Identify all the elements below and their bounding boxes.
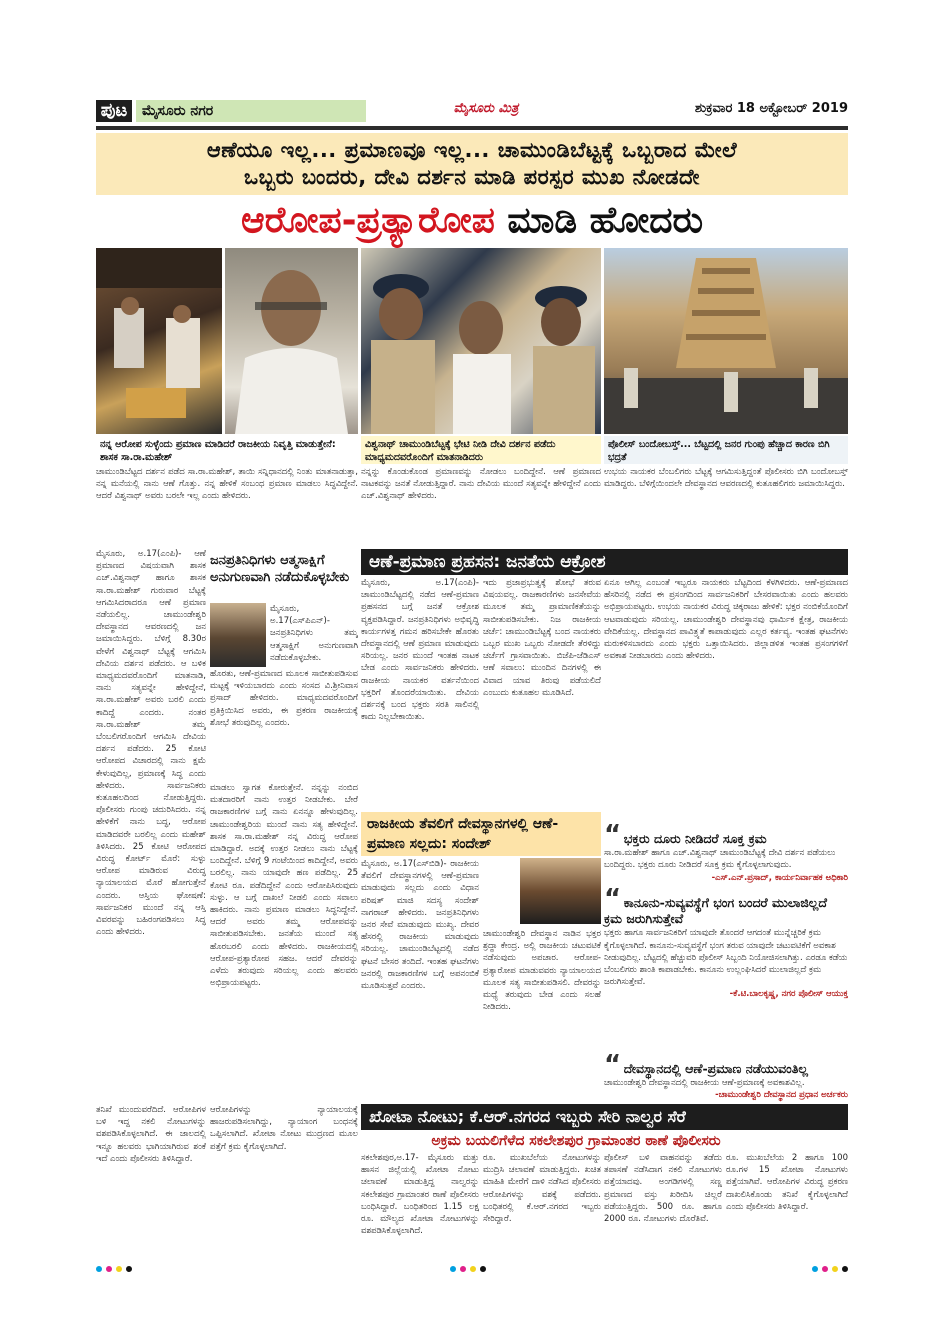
quote-text: ಚಾಮುಂಡೇಶ್ವರಿ ದೇವಸ್ಥಾನದಲ್ಲಿ ರಾಜಕೀಯ ಆಣೆ-ಪ್ರಮಾಣಕ್ಕೆ ಅವಕಾಶವಿಲ್ಲ.: [604, 1078, 805, 1089]
photo-temple-gopura: [604, 248, 848, 434]
mp-portrait: [210, 603, 266, 667]
column-8: ಆರೋಪಿಗಳನ್ನು ನ್ಯಾಯಾಲಯಕ್ಕೆ ಹಾಜರುಪಡಿಸಲಾಗಿದ್ದು, ನ್ಯಾಯಾಂಗ ಬಂಧನಕ್ಕೆ ಒಪ್ಪಿಸಲಾಗಿದೆ. ಖೋಟಾ ನೋಟು ಮುದ್ರಣದ ಮೂಲ ಪತ್ತೆಗೆ ಕ್ರಮ ಕೈಗೊಳ್ಳಲಾಗಿದೆ.: [210, 1105, 358, 1152]
photo-temple-entrance: [96, 248, 222, 434]
registration-dot: [832, 1266, 838, 1272]
photo-politician-portrait: [225, 248, 358, 434]
bottom-column-1: ಸಕಲೇಶಪುರ,ಅ.17- ಮೈಸೂರು ಮತ್ತು ಹಾಸನ ಜಿಲ್ಲೆಯಲ್ಲಿ ಖೋಟಾ ನೋಟು ಚಲಾವಣೆ ಮಾಡುತ್ತಿದ್ದ ನಾಲ್ವರನ್ನು ಸಕಲೇಶಪುರ ಗ್ರಾಮಾಂತರ ಠಾಣೆ ಪೊಲೀಸರು ಬಂಧಿಸಿದ್ದಾರೆ. ಬಂಧಿತರಿಂದ 1.15 ಲಕ್ಷ ರೂ. ಮೌಲ್ಯದ ಖೋಟಾ ನೋಟುಗಳನ್ನು ವಶಪಡಿಸಿಕೊಳ್ಳಲಾಗಿದೆ.: [361, 1153, 479, 1237]
column-2-continued: ಮಾಡಲು ಸ್ವಾಗತ ಕೋರುತ್ತೇನೆ. ನನ್ನನ್ನು ನಂಬಿದ ಮತದಾರರಿಗೆ ನಾನು ಉತ್ತರ ನೀಡಬೇಕು. ಬೇರೆ ರಾಜಕಾರಣಿಗಳ ಬಗ್ಗೆ ನಾನು ಏನನ್ನೂ ಹೇಳುವುದಿಲ್ಲ. ಚಾಮುಂಡೇಶ್ವರಿಯ ಮುಂದೆ ನಾನು ಸತ್ಯ ಹೇಳಿದ್ದೇನೆ. ಶಾಸಕ ಸಾ.ರಾ.ಮಹೇಶ್ ನನ್ನ ವಿರುದ್ಧ ಆರೋಪ ಮಾಡಿದ್ದಾರೆ. ಅದಕ್ಕೆ ಉತ್ತರ ನೀಡಲು ನಾನು ಬೆಟ್ಟಕ್ಕೆ ಬಂದಿದ್ದೇನೆ. ಬೆಳಿಗ್ಗೆ 9 ಗಂಟೆಯಿಂದ ಕಾದಿದ್ದೇನೆ, ಅವರು ಬರಲಿಲ್ಲ. ನಾನು ಯಾವುದೇ ಹಣ ಪಡೆದಿಲ್ಲ. 25 ಕೋಟಿ ರೂ. ಪಡೆದಿದ್ದೇನೆ ಎಂದು ಆರೋಪಿಸಿರುವುದು ಸುಳ್ಳು. ಆ ಬಗ್ಗೆ ದಾಖಲೆ ನೀಡಲಿ ಎಂದು ಸವಾಲು ಹಾಕಿದರು. ನಾನು ಪ್ರಮಾಣ ಮಾಡಲು ಸಿದ್ಧನಿದ್ದೇನೆ. ಆದರೆ ಅವರು ತಮ್ಮ ಆರೋಪವನ್ನು ಸಾಬೀತುಪಡಿಸಬೇಕು. ಜನತೆಯ ಮುಂದೆ ಸತ್ಯ ಹೊರಬರಲಿ ಎಂದು ಹೇಳಿದರು. ರಾಜಕೀಯದಲ್ಲಿ ಆರೋಪ-ಪ್ರತ್ಯಾರೋಪ ಸಹಜ. ಆದರೆ ದೇವರನ್ನು ಎಳೆದು ತರುವುದು ಸರಿಯಲ್ಲ ಎಂದು ಹಲವರು ಅಭಿಪ್ರಾಯಪಟ್ಟರು.: [210, 783, 358, 989]
subhead-public-anger: ಆಣೆ-ಪ್ರಮಾಣ ಪ್ರಹಸನ: ಜನತೆಯ ಆಕ್ರೋಶ: [361, 549, 848, 575]
registration-dot: [480, 1266, 486, 1272]
registration-dot: [106, 1266, 112, 1272]
column-2-intro: ಮೈಸೂರು, ಅ.17(ಎಸ್‌ಪಿಎನ್)- ಜನಪ್ರತಿನಿಧಿಗಳು ತಮ್ಮ ಆತ್ಮಸಾಕ್ಷಿಗೆ ಅನುಗುಣವಾಗಿ ನಡೆದುಕೊಳ್ಳಬೇಕು.: [270, 604, 358, 663]
bottom-column-2: ರೂ. ಮುಖಬೆಲೆಯ ನೋಟುಗಳನ್ನು ಮುದ್ರಿಸಿ ಚಲಾವಣೆ ಮಾಡುತ್ತಿದ್ದರು. ಖಚಿತ ಮಾಹಿತಿ ಮೇರೆಗೆ ದಾಳಿ ನಡೆಸಿದ ಪೊಲೀಸರು ಆರೋಪಿಗಳನ್ನು ವಶಕ್ಕೆ ಪಡೆದರು. ಬಂಧಿತರಲ್ಲಿ ಕೆ.ಆರ್.ನಗರದ ಇಬ್ಬರು ಸೇರಿದ್ದಾರೆ.: [483, 1153, 601, 1225]
column-7: ತನಿಖೆ ಮುಂದುವರೆದಿದೆ. ಆರೋಪಿಗಳ ಬಳಿ ಇದ್ದ ನಕಲಿ ನೋಟುಗಳನ್ನು ವಶಪಡಿಸಿಕೊಳ್ಳಲಾಗಿದೆ. ಈ ಜಾಲದಲ್ಲಿ ಇನ್ನೂ ಹಲವರು ಭಾಗಿಯಾಗಿರುವ ಶಂಕೆ ಇದೆ ಎಂದು ಪೊಲೀಸರು ತಿಳಿಸಿದ್ದಾರೆ.: [96, 1105, 206, 1164]
photo-caption-left: ನನ್ನ ಆರೋಪ ಸುಳ್ಳೆಂದು ಪ್ರಮಾಣ ಮಾಡಿದರೆ ರಾಜಕೀಯ ನಿವೃತ್ತಿ ಮಾಡುತ್ತೇನೆ: ಶಾಸಕ ಸಾ.ರಾ.ಮಹೇಶ್: [96, 436, 358, 464]
registration-dot: [812, 1266, 818, 1272]
registration-dot: [126, 1266, 132, 1272]
quote-box-temple: [604, 1050, 848, 1106]
registration-dot: [470, 1266, 476, 1272]
bottom-column-3: ಪೊಲೀಸ್ ಬಳಿ ವಾಹನವನ್ನು ತಡೆದು ತಪಾಸಣೆ ನಡೆಸಿದಾಗ ನಕಲಿ ನೋಟುಗಳು ಪತ್ತೆಯಾದವು. ಅಂಗಡಿಗಳಲ್ಲಿ ಸಣ್ಣ ಪ್ರಮಾಣದ ವಸ್ತು ಖರೀದಿಸಿ ಚಿಲ್ಲರೆ ಪಡೆಯುತ್ತಿದ್ದರು. 500 ರೂ. ಹಾಗೂ 2000 ರೂ. ನೋಟುಗಳು ದೊರೆತಿವೆ.: [604, 1153, 722, 1225]
section-name: ಮೈಸೂರು ನಗರ: [136, 100, 366, 122]
column-3: ಮೈಸೂರು, ಅ.17(ಎಂಪಿ)- ಚಾಮುಂಡಿಬೆಟ್ಟದಲ್ಲಿ ನಡೆದ ಆಣೆ-ಪ್ರಮಾಣ ಪ್ರಹಸನದ ಬಗ್ಗೆ ಜನತೆ ಆಕ್ರೋಶ ವ್ಯಕ್ತಪಡಿಸಿದ್ದಾರೆ. ಜನಪ್ರತಿನಿಧಿಗಳು ಅಭಿವೃದ್ಧಿ ಕಾರ್ಯಗಳತ್ತ ಗಮನ ಹರಿಸಬೇಕೇ ಹೊರತು ದೇವಸ್ಥಾನದಲ್ಲಿ ಆಣೆ ಪ್ರಮಾಣ ಮಾಡುವುದು ಸರಿಯಲ್ಲ. ಜನರ ಮುಂದೆ ಇಂತಹ ನಾಟಕ ಬೇಡ ಎಂದು ಸಾರ್ವಜನಿಕರು ಹೇಳಿದರು. ರಾಜಕೀಯ ನಾಯಕರ ವರ್ತನೆಯಿಂದ ಭಕ್ತರಿಗೆ ತೊಂದರೆಯಾಯಿತು. ದೇವಿಯ ದರ್ಶನಕ್ಕೆ ಬಂದ ಭಕ್ತರು ಸರತಿ ಸಾಲಿನಲ್ಲಿ ಕಾದು ನಿಲ್ಲಬೇಕಾಯಿತು.: [361, 578, 479, 723]
kicker-line-2: ಒಬ್ಬರು ಬಂದರು, ದೇವಿ ದರ್ಶನ ಮಾಡಿ ಪರಸ್ಪರ ಮುಖ ನೋಡದೇ: [244, 165, 700, 189]
subhead-sandesh: ರಾಜಕೀಯ ತೆವಲಿಗೆ ದೇವಸ್ಥಾನಗಳಲ್ಲಿ ಆಣೆ-ಪ್ರಮಾಣ ಸಲ್ಲದು: ಸಂದೇಶ್: [361, 812, 601, 856]
story-text-top-right: ಉಭಯ ನಾಯಕರ ಬೆಂಬಲಿಗರು ಬೆಟ್ಟಕ್ಕೆ ಆಗಮಿಸುತ್ತಿದ್ದಂತೆ ಪೊಲೀಸರು ಬಿಗಿ ಬಂದೋಬಸ್ತ್ ಮಾಡಿದ್ದರು. ಬೆಳಿಗ್ಗೆಯಿಂದಲೇ ದೇವಸ್ಥಾನದ ಆವರಣದಲ್ಲಿ ಕುತೂಹಲಿಗರು ಜಮಾಯಿಸಿದ್ದರು.: [604, 467, 848, 490]
masthead: [96, 98, 848, 124]
paper-name: ಮೈಸೂರು ಮಿತ್ರ: [453, 101, 519, 116]
story-text-top-left: ಚಾಮುಂಡಿಬೆಟ್ಟದ ದರ್ಶನ ಪಡೆದ ಸಾ.ರಾ.ಮಹೇಶ್, ತಾಯಿ ಸನ್ನಿಧಾನದಲ್ಲಿ ನಿಂತು ಮಾತನಾಡುತ್ತಾ, ನನ್ನ ಮನೆಯಲ್ಲಿ ನಾನು ಆಣೆ ಗೊತ್ತು. ನನ್ನ ಹೇಳಿಕೆ ಸಂಬಂಧ ಪ್ರಮಾಣ ಮಾಡಲು ಸಿದ್ಧವಿದ್ದೇನೆ. ಆದರೆ ವಿಶ್ವನಾಥ್ ಅವರು ಬರಲೇ ಇಲ್ಲ ಎಂದು ಹೇಳಿದರು.: [96, 467, 358, 502]
registration-marks: [0, 1262, 945, 1276]
quote-byline: -ಎಸ್.ಎನ್.ಪ್ರಸಾದ್, ಕಾರ್ಯನಿರ್ವಾಹಕ ಅಧಿಕಾರಿ: [711, 872, 848, 883]
quote-byline: -ಚಾಮುಂಡೇಶ್ವರಿ ದೇವಸ್ಥಾನದ ಪ್ರಧಾನ ಅರ್ಚಕರು: [715, 1090, 848, 1101]
registration-dot: [460, 1266, 466, 1272]
quote-box-police: [604, 884, 848, 1054]
quote-icon: “: [604, 820, 622, 850]
registration-dot: [450, 1266, 456, 1272]
issue-date: ಶುಕ್ರವಾರ 18 ಅಕ್ಟೋಬರ್ 2019: [694, 101, 848, 116]
photo-police-and-leader: [361, 248, 601, 434]
story-text-top-middle: ನನ್ನನ್ನು ಕೊಂಡುಕೊಂಡ ಪ್ರಮಾಣವನ್ನು ನೋಡಲು ಬಂದಿದ್ದೇನೆ. ಆಣೆ ಪ್ರಮಾಣದ ನಾಟಕವನ್ನು ಜನತೆ ನೋಡುತ್ತಿದ್ದಾರೆ. ನಾನು ದೇವಿಯ ಮುಂದೆ ಸತ್ಯವನ್ನೇ ಹೇಳಿದ್ದೇನೆ ಎಂದು ಎಚ್.ವಿಶ್ವನಾಥ್ ಹೇಳಿದರು.: [361, 467, 601, 502]
page-number: ಪುಟ: [96, 100, 132, 122]
column-6-continued: ಚಾಮುಂಡೇಶ್ವರಿ ದೇವಸ್ಥಾನ ನಾಡಿನ ಭಕ್ತರ ಶ್ರದ್ಧಾ ಕೇಂದ್ರ. ಅಲ್ಲಿ ರಾಜಕೀಯ ಚಟುವಟಿಕೆ ನಡೆಸುವುದು ಅಪಚಾರ. ಆರೋಪ-ಪ್ರತ್ಯಾರೋಪ ಮಾಡುವವರು ನ್ಯಾಯಾಲಯದ ಮೂಲಕ ಸತ್ಯ ಸಾಬೀತುಪಡಿಸಲಿ. ದೇವರನ್ನು ಮಧ್ಯೆ ತರುವುದು ಬೇಡ ಎಂದು ಸಲಹೆ ನೀಡಿದರು.: [483, 929, 601, 1013]
subhead-conscience: ಜನಪ್ರತಿನಿಧಿಗಳು ಆತ್ಮಸಾಕ್ಷಿಗೆ ಅನುಗುಣವಾಗಿ ನಡೆದುಕೊಳ್ಳಬೇಕು: [210, 553, 350, 585]
registration-dot: [96, 1266, 102, 1272]
bottom-story-subhead: ಅಕ್ರಮ ಬಯಲಿಗೆಳೆದ ಸಕಲೇಶಪುರ ಗ್ರಾಮಾಂತರ ಠಾಣೆ ಪೊಲೀಸರು: [431, 1133, 721, 1149]
sandesh-portrait: [520, 858, 601, 924]
photo-caption-right: ಪೊಲೀಸ್ ಬಂದೋಬಸ್ತ್... ಬೆಟ್ಟದಲ್ಲಿ ಜನರ ಗುಂಪು ಹೆಚ್ಚಾದ ಕಾರಣ ಬಿಗಿ ಭದ್ರತೆ: [604, 436, 848, 464]
masthead-rule: [96, 126, 848, 130]
headline-red-part: ಆರೋಪ-ಪ್ರತ್ಯಾರೋಪ: [240, 200, 495, 241]
quote-byline: -ಕೆ.ಟಿ.ಬಾಲಕೃಷ್ಣ, ನಗರ ಪೊಲೀಸ್ ಆಯುಕ್ತ: [729, 989, 848, 1000]
registration-dot: [842, 1266, 848, 1272]
quote-text: ಸಾ.ರಾ.ಮಹೇಶ್ ಹಾಗೂ ಎಚ್.ವಿಶ್ವನಾಥ್ ಚಾಮುಂಡಿಬೆಟ್ಟಕ್ಕೆ ದೇವಿ ದರ್ಶನ ಪಡೆಯಲು ಬಂದಿದ್ದರು. ಭಕ್ತರು ದೂರು ನೀಡಿದರೆ ಸೂಕ್ತ ಕ್ರಮ ಕೈಗೊಳ್ಳಲಾಗುವುದು.: [604, 848, 836, 871]
quote-title: ಭಕ್ತರು ದೂರು ನೀಡಿದರೆ ಸೂಕ್ತ ಕ್ರಮ: [623, 831, 767, 846]
quote-title: ಕಾನೂನು-ಸುವ್ಯವಸ್ಥೆಗೆ ಭಂಗ ಬಂದರೆ ಮುಲಾಜಿಲ್ಲದೆ ಕ್ರಮ ಜರುಗಿಸುತ್ತೇವೆ: [604, 895, 827, 927]
column-4: ಇದು ಪ್ರಜಾಪ್ರಭುತ್ವಕ್ಕೆ ಶೋಭೆ ತರುವ ವಿಷಯವಲ್ಲ. ರಾಜಕಾರಣಿಗಳು ಜನಸೇವೆಯ ಮೂಲಕ ತಮ್ಮ ಪ್ರಾಮಾಣಿಕತೆಯನ್ನು ಸಾಬೀತುಪಡಿಸಬೇಕು. ನಿಜ ರಾಜಕೀಯ ಚರ್ಚೆ: ಚಾಮುಂಡಿಬೆಟ್ಟಕ್ಕೆ ಬಂದ ನಾಯಕರು ಒಬ್ಬರ ಮುಖ ಒಬ್ಬರು ನೋಡದೇ ತೆರಳಿದ್ದು ಚರ್ಚೆಗೆ ಗ್ರಾಸವಾಯಿತು. ಬಿಜೆಪಿ-ಜೆಡಿಎಸ್ ಆಣೆ ಸವಾಲು: ಮುಂದಿನ ದಿನಗಳಲ್ಲಿ ಈ ವಿವಾದ ಯಾವ ತಿರುವು ಪಡೆಯಲಿದೆ ಎಂಬುದು ಕುತೂಹಲ ಮೂಡಿಸಿದೆ.: [483, 578, 601, 698]
column-5: ಏನೂ ಆಗಿಲ್ಲ ಎಂಬಂತೆ ಇಬ್ಬರೂ ನಾಯಕರು ಬೆಟ್ಟದಿಂದ ಕೆಳಗಿಳಿದರು. ಆಣೆ-ಪ್ರಮಾಣದ ಹೆಸರಿನಲ್ಲಿ ನಡೆದ ಈ ಪ್ರಸಂಗದಿಂದ ಸಾರ್ವಜನಿಕರಿಗೆ ಬೇಸರವಾಯಿತು ಎಂದು ಹಲವರು ಅಭಿಪ್ರಾಯಪಟ್ಟರು. ಉಭಯ ನಾಯಕರ ವಿರುದ್ಧ ಚಿಕ್ಕರಾಜು ಹೇಳಿಕೆ: ಭಕ್ತರ ನಂಬಿಕೆಯೊಂದಿಗೆ ಆಟವಾಡುವುದು ಸರಿಯಲ್ಲ. ಚಾಮುಂಡೇಶ್ವರಿ ದೇವಸ್ಥಾನವು ಧಾರ್ಮಿಕ ಕ್ಷೇತ್ರ, ರಾಜಕೀಯ ವೇದಿಕೆಯಲ್ಲ. ದೇವಸ್ಥಾನದ ಪಾವಿತ್ರ್ಯತೆ ಕಾಪಾಡುವುದು ಎಲ್ಲರ ಕರ್ತವ್ಯ. ಇಂತಹ ಘಟನೆಗಳು ಮರುಕಳಿಸಬಾರದು ಎಂದು ಭಕ್ತರು ಒತ್ತಾಯಿಸಿದರು. ಜಿಲ್ಲಾಡಳಿತ ಇಂತಹ ಪ್ರಸಂಗಗಳಿಗೆ ಅವಕಾಶ ನೀಡಬಾರದು ಎಂದು ಹೇಳಿದರು.: [604, 578, 848, 662]
quote-title: ದೇವಸ್ಥಾನದಲ್ಲಿ ಆಣೆ-ಪ್ರಮಾಣ ನಡೆಯುವಂತಿಲ್ಲ: [623, 1061, 808, 1076]
quote-text: ಭಕ್ತರು ಹಾಗೂ ಸಾರ್ವಜನಿಕರಿಗೆ ಯಾವುದೇ ತೊಂದರೆ ಆಗದಂತೆ ಮುನ್ನೆಚ್ಚರಿಕೆ ಕ್ರಮ ಕೈಗೊಳ್ಳಲಾಗಿದೆ. ಕಾನೂನು-ಸುವ್ಯವಸ್ಥೆಗೆ ಭಂಗ ತರುವ ಯಾವುದೇ ಚಟುವಟಿಕೆಗೆ ಅವಕಾಶ ನೀಡುವುದಿಲ್ಲ. ಬೆಟ್ಟದಲ್ಲಿ ಹೆಚ್ಚುವರಿ ಪೊಲೀಸ್ ಸಿಬ್ಬಂದಿ ನಿಯೋಜಿಸಲಾಗಿತ್ತು. ಎರಡೂ ಕಡೆಯ ಬೆಂಬಲಿಗರು ಶಾಂತಿ ಕಾಪಾಡಬೇಕು. ಕಾನೂನು ಉಲ್ಲಂಘಿಸಿದರೆ ಮುಲಾಜಿಲ್ಲದೆ ಕ್ರಮ ಜರುಗಿಸುತ್ತೇವೆ.: [604, 928, 848, 988]
bottom-column-4: ರೂ. ಮುಖಬೆಲೆಯ 2 ಹಾಗೂ 100 ರೂ.ಗಳ 15 ಖೋಟಾ ನೋಟುಗಳು ಪತ್ತೆಯಾಗಿವೆ. ಆರೋಪಿಗಳ ವಿರುದ್ಧ ಪ್ರಕರಣ ದಾಖಲಿಸಿಕೊಂಡು ತನಿಖೆ ಕೈಗೊಳ್ಳಲಾಗಿದೆ ಎಂದು ಪೊಲೀಸರು ತಿಳಿಸಿದ್ದಾರೆ.: [726, 1153, 848, 1212]
quote-icon: “: [604, 1050, 622, 1080]
kicker-line-1: ಆಣೆಯೂ ಇಲ್ಲ... ಪ್ರಮಾಣವೂ ಇಲ್ಲ... ಚಾಮುಂಡಿಬೆಟ್ಟಕ್ಕೆ ಒಬ್ಬರಾದ ಮೇಲೆ: [206, 138, 738, 162]
column-2: ಹೊರತು, ಆಣೆ-ಪ್ರಮಾಣದ ಮೂಲಕ ಸಾಬೀತುಪಡಿಸುವ ಮಟ್ಟಕ್ಕೆ ಇಳಿಯಬಾರದು ಎಂದು ಸಂಸದ ವಿ.ಶ್ರೀನಿವಾಸ ಪ್ರಸಾದ್ ಹೇಳಿದರು. ಮಾಧ್ಯಮದವರೊಂದಿಗೆ ಪ್ರತಿಕ್ರಿಯಿಸಿದ ಅವರು, ಈ ಪ್ರಕರಣ ರಾಜಕೀಯಕ್ಕೆ ಶೋಭೆ ತರುವುದಿಲ್ಲ ಎಂದರು.: [210, 669, 358, 728]
column-1: ಮೈಸೂರು, ಅ.17(ಎಂಪಿ)- ಆಣೆ ಪ್ರಮಾಣದ ವಿಷಯವಾಗಿ ಶಾಸಕ ಎಚ್.ವಿಶ್ವನಾಥ್ ಹಾಗೂ ಶಾಸಕ ಸಾ.ರಾ.ಮಹೇಶ್ ಗುರುವಾರ ಬೆಟ್ಟಕ್ಕೆ ಆಗಮಿಸಿದರಾದರೂ ಆಣೆ ಪ್ರಮಾಣ ನಡೆಯಲಿಲ್ಲ. ಚಾಮುಂಡೇಶ್ವರಿ ದೇವಸ್ಥಾನದ ಆವರಣದಲ್ಲಿ ಜನ ಜಮಾಯಿಸಿದ್ದರು. ಬೆಳಿಗ್ಗೆ 8.30ರ ವೇಳೆಗೆ ವಿಶ್ವನಾಥ್ ಬೆಟ್ಟಕ್ಕೆ ಆಗಮಿಸಿ ದೇವಿಯ ದರ್ಶನ ಪಡೆದರು. ಆ ಬಳಿಕ ಮಾಧ್ಯಮದವರೊಂದಿಗೆ ಮಾತನಾಡಿ, ನಾನು ಸತ್ಯವನ್ನೇ ಹೇಳಿದ್ದೇನೆ, ಸಾ.ರಾ.ಮಹೇಶ್ ಅವರು ಬರಲಿ ಎಂದು ಕಾದಿದ್ದೆ ಎಂದರು. ನಂತರ ಸಾ.ರಾ.ಮಹೇಶ್ ತಮ್ಮ ಬೆಂಬಲಿಗರೊಂದಿಗೆ ಆಗಮಿಸಿ ದೇವಿಯ ದರ್ಶನ ಪಡೆದರು. 25 ಕೋಟಿ ಆರೋಪದ ವಿಚಾರದಲ್ಲಿ ನಾನು ಕ್ಷಮೆ ಕೇಳುವುದಿಲ್ಲ, ಪ್ರಮಾಣಕ್ಕೆ ಸಿದ್ಧ ಎಂದು ಹೇಳಿದರು. ಸಾರ್ವಜನಿಕರು ಕುತೂಹಲದಿಂದ ನೋಡುತ್ತಿದ್ದರು. ಪೊಲೀಸರು ಗುಂಪು ಚದುರಿಸಿದರು. ನನ್ನ ಹೇಳಿಕೆಗೆ ನಾನು ಬದ್ಧ, ಆರೋಪ ಮಾಡಿದವರೇ ಬರಲಿಲ್ಲ ಎಂದು ಮಹೇಶ್ ತಿಳಿಸಿದರು. 25 ಕೋಟಿ ಆರೋಪದ ವಿರುದ್ಧ ಕೋರ್ಟ್ ಮೊರೆ: ಸುಳ್ಳು ಆರೋಪ ಮಾಡಿರುವ ವಿರುದ್ಧ ನ್ಯಾಯಾಲಯದ ಮೊರೆ ಹೋಗುತ್ತೇನೆ ಎಂದರು. ಆಸ್ತಿಯ ಘೋಷಣೆ: ಸಾರ್ವಜನಿಕರ ಮುಂದೆ ನನ್ನ ಆಸ್ತಿ ವಿವರವನ್ನು ಬಹಿರಂಗಪಡಿಸಲು ಸಿದ್ಧ ಎಂದು ಹೇಳಿದರು.: [96, 549, 206, 938]
registration-dot: [116, 1266, 122, 1272]
headline-dark-part: ಮಾಡಿ ಹೋದರು: [507, 200, 704, 241]
headline-kicker: [96, 133, 848, 195]
quote-box-devotees: [604, 820, 848, 888]
bottom-story-headline: ಖೋಟಾ ನೋಟು; ಕೆ.ಆರ್.ನಗರದ ಇಬ್ಬರು ಸೇರಿ ನಾಲ್ವರ ಸೆರೆ: [361, 1104, 848, 1130]
column-6: ಮೈಸೂರು, ಅ.17(ಎಸ್‌ಬಿಡಿ)- ರಾಜಕೀಯ ತೆವಲಿಗೆ ದೇವಸ್ಥಾನಗಳಲ್ಲಿ ಆಣೆ-ಪ್ರಮಾಣ ಮಾಡುವುದು ಸಲ್ಲದು ಎಂದು ವಿಧಾನ ಪರಿಷತ್ ಮಾಜಿ ಸದಸ್ಯ ಸಂದೇಶ್ ನಾಗರಾಜ್ ಹೇಳಿದರು. ಜನಪ್ರತಿನಿಧಿಗಳು ಜನರ ಸೇವೆ ಮಾಡುವುದು ಮುಖ್ಯ. ದೇವರ ಹೆಸರಲ್ಲಿ ರಾಜಕೀಯ ಮಾಡುವುದು ಸರಿಯಲ್ಲ. ಚಾಮುಂಡಿಬೆಟ್ಟದಲ್ಲಿ ನಡೆದ ಘಟನೆ ಬೇಸರ ತಂದಿದೆ. ಇಂತಹ ಘಟನೆಗಳು ಜನರಲ್ಲಿ ರಾಜಕಾರಣಿಗಳ ಬಗ್ಗೆ ಅಪನಂಬಿಕೆ ಮೂಡಿಸುತ್ತವೆ ಎಂದರು.: [361, 859, 479, 992]
main-headline: [96, 196, 848, 246]
registration-dot: [822, 1266, 828, 1272]
photo-caption-middle: ವಿಶ್ವನಾಥ್ ಚಾಮುಂಡಿಬೆಟ್ಟಕ್ಕೆ ಭೇಟಿ ನೀಡಿ ದೇವಿ ದರ್ಶನ ಪಡೆದು ಮಾಧ್ಯಮದವರೊಂದಿಗೆ ಮಾತನಾಡಿದರು: [361, 436, 601, 464]
quote-icon: “: [604, 884, 622, 914]
